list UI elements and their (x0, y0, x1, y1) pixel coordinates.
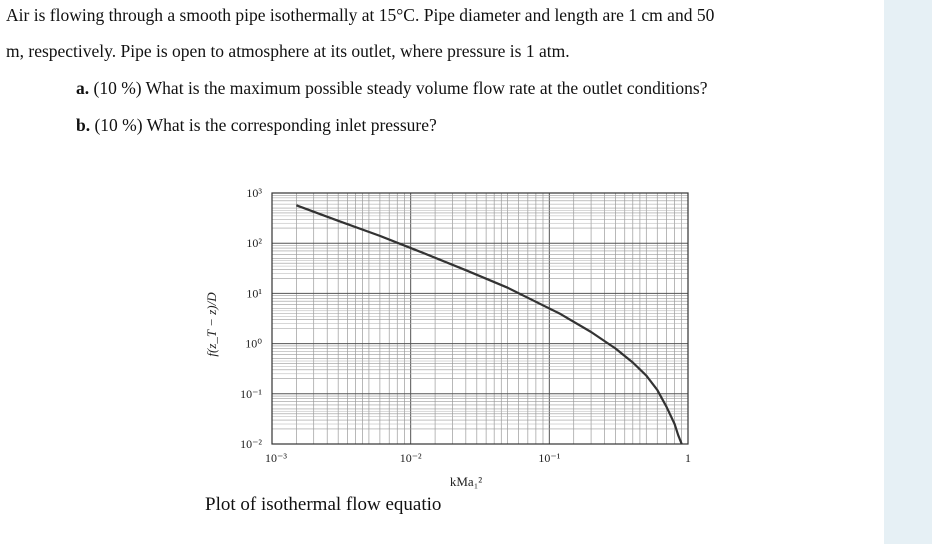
isothermal-flow-chart (196, 176, 716, 524)
y-tick-label: 10⁰ (245, 336, 262, 351)
x-tick-label: 10⁻² (399, 451, 422, 465)
x-tick-label: 10⁻³ (265, 451, 287, 465)
y-axis-label: f(z_T − z)/D (204, 292, 219, 357)
question-b-label: b. (76, 115, 91, 135)
x-tick-label: 1 (685, 451, 691, 465)
x-axis-label: kMa₁² (449, 474, 483, 489)
chart-series (296, 205, 681, 444)
question-a-label: a. (76, 78, 90, 98)
chart-svg (196, 176, 716, 494)
y-tick-label: 10¹ (246, 286, 262, 301)
question-b-text: (10 %) What is the corresponding inlet pressure? (90, 115, 437, 135)
problem-line-2: m, respectively. Pipe is open to atmosphere at its outlet, where pressure is 1 atm. (6, 41, 570, 61)
question-a-text: (10 %) What is the maximum possible steady volume flow rate at the outlet conditions? (89, 78, 708, 98)
series-curve (296, 205, 681, 444)
x-tick-label: 10⁻¹ (538, 451, 561, 465)
chart-axes (204, 186, 691, 489)
question-b (76, 114, 437, 136)
y-tick-label: 10⁻¹ (240, 386, 262, 401)
y-tick-label: 10⁻² (240, 437, 262, 451)
problem-line-1: Air is flowing through a smooth pipe isothermally at 15°C. Pipe diameter and length are 1 cm and 50 (6, 5, 715, 25)
chart-grid (272, 193, 688, 444)
y-tick-label: 10² (246, 236, 262, 251)
plot-frame (272, 193, 688, 444)
y-tick-label: 10³ (246, 186, 262, 200)
figure-caption: Plot of isothermal flow equatio (205, 494, 442, 515)
question-a (76, 77, 708, 99)
